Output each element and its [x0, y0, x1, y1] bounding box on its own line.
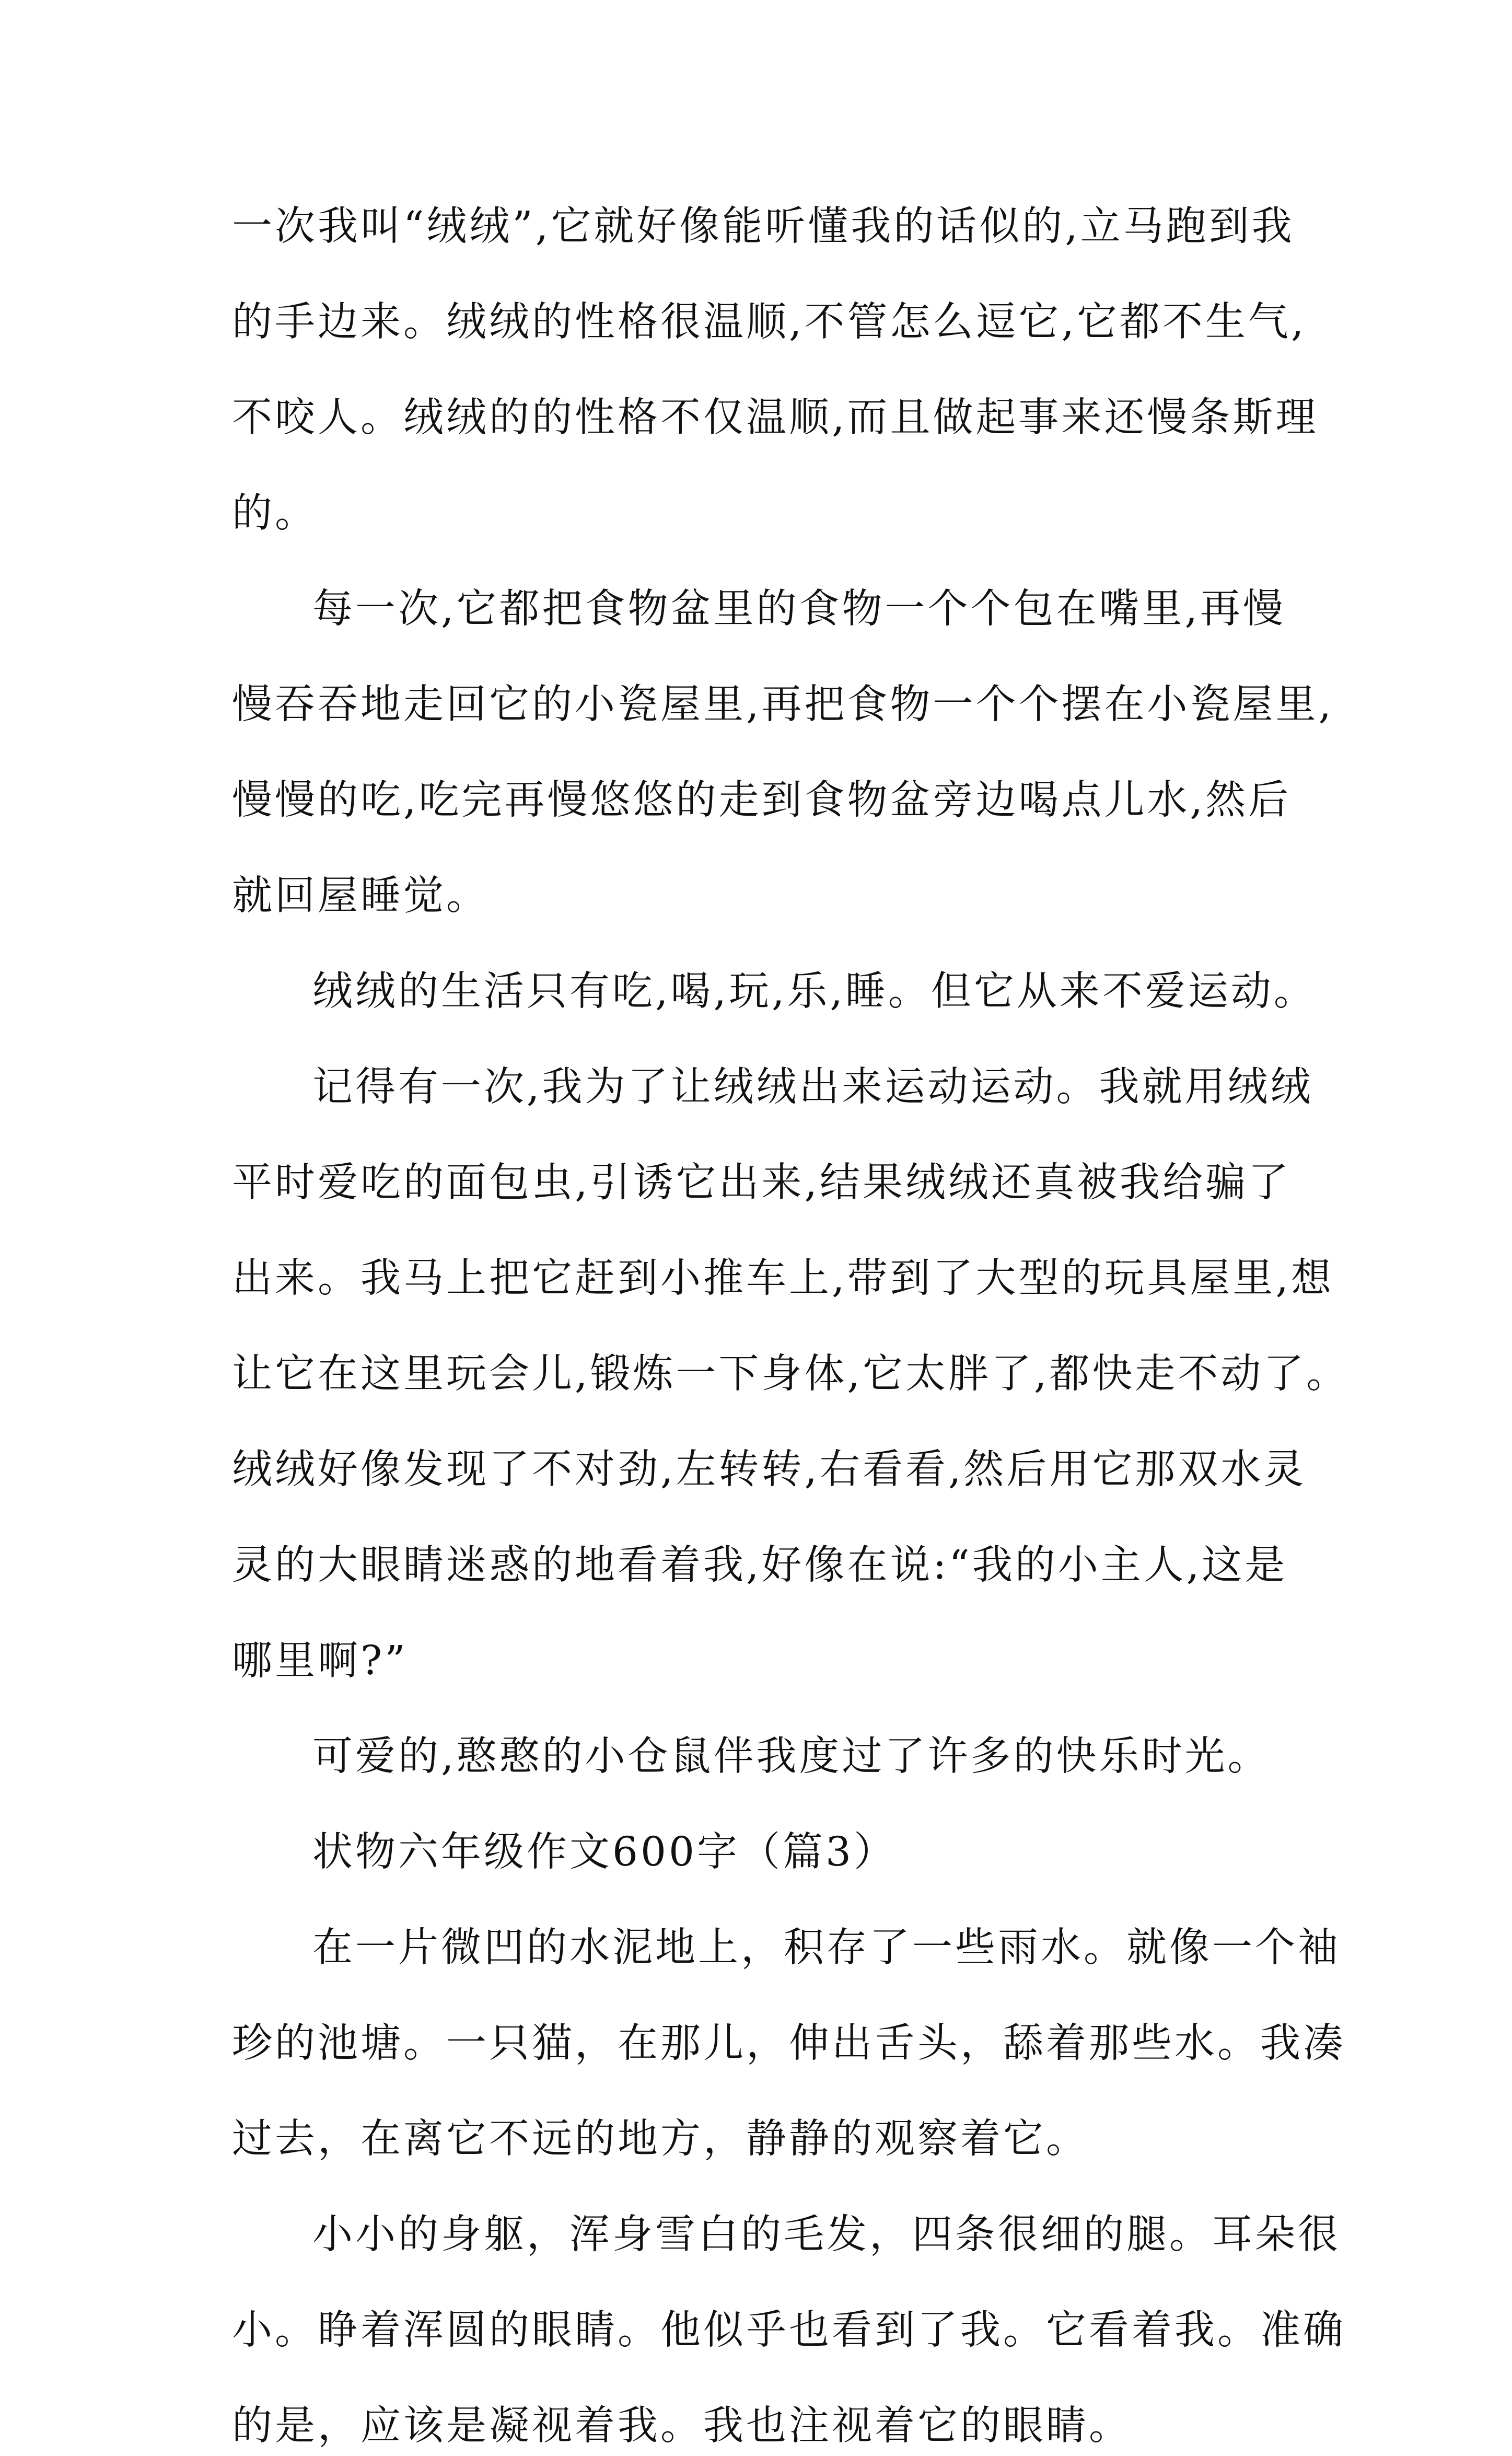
text-line: 珍的池塘。一只猫，在那儿，伸出舌头，舔着那些水。我凑 — [232, 2020, 1346, 2067]
text-line: 灵的大眼睛迷惑的地看着我,好像在说:“我的小主人,这是 — [232, 1542, 1288, 1589]
paragraph-first-line: 在一片微凹的水泥地上，积存了一些雨水。就像一个袖 — [312, 1925, 1341, 1971]
text-line: 慢吞吞地走回它的小瓷屋里,再把食物一个个摆在小瓷屋里, — [232, 681, 1334, 728]
text-line: 一次我叫“绒绒”,它就好像能听懂我的话似的,立马跑到我 — [232, 203, 1295, 250]
paragraph-first-line: 每一次,它都把食物盆里的食物一个个包在嘴里,再慢 — [312, 586, 1286, 632]
text-line: 哪里啊?” — [232, 1638, 408, 1684]
body-text — [232, 196, 1350, 2456]
paragraph-first-line: 记得有一次,我为了让绒绒出来运动运动。我就用绒绒 — [312, 1064, 1313, 1110]
text-line: 的是，应该是凝视着我。我也注视着它的眼睛。 — [232, 2403, 1132, 2449]
text-line: 让它在这里玩会儿,锻炼一下身体,它太胖了,都快走不动了。 — [232, 1351, 1350, 1397]
paragraph-first-line: 绒绒的生活只有吃,喝,玩,乐,睡。但它从来不爱运动。 — [312, 968, 1317, 1015]
text-line: 的手边来。绒绒的性格很温顺,不管怎么逗它,它都不生气, — [232, 299, 1307, 345]
text-line: 不咬人。绒绒的的性格不仅温顺,而且做起事来还慢条斯理 — [232, 395, 1319, 441]
paragraph-first-line: 可爱的,憨憨的小仓鼠伴我度过了许多的快乐时光。 — [312, 1733, 1271, 1780]
text-line: 就回屋睡觉。 — [232, 873, 489, 919]
text-line: 平时爱吃的面包虫,引诱它出来,结果绒绒还真被我给骗了 — [232, 1160, 1291, 1206]
paragraph-first-line: 小小的身躯，浑身雪白的毛发，四条很细的腿。耳朵很 — [312, 2211, 1341, 2258]
text-line: 出来。我马上把它赶到小推车上,带到了大型的玩具屋里,想 — [232, 1255, 1334, 1302]
text-line: 的。 — [232, 490, 318, 537]
text-line: 小。睁着浑圆的眼睛。他似乎也看到了我。它看着我。准确 — [232, 2307, 1346, 2354]
text-line: 慢慢的吃,吃完再慢悠悠的走到食物盆旁边喝点儿水,然后 — [232, 777, 1291, 824]
text-line: 过去，在离它不远的地方，静静的观察着它。 — [232, 2116, 1089, 2162]
text-line: 绒绒好像发现了不对劲,左转转,右看看,然后用它那双水灵 — [232, 1446, 1307, 1493]
section-heading: 状物六年级作文600字（篇3） — [312, 1829, 897, 1875]
